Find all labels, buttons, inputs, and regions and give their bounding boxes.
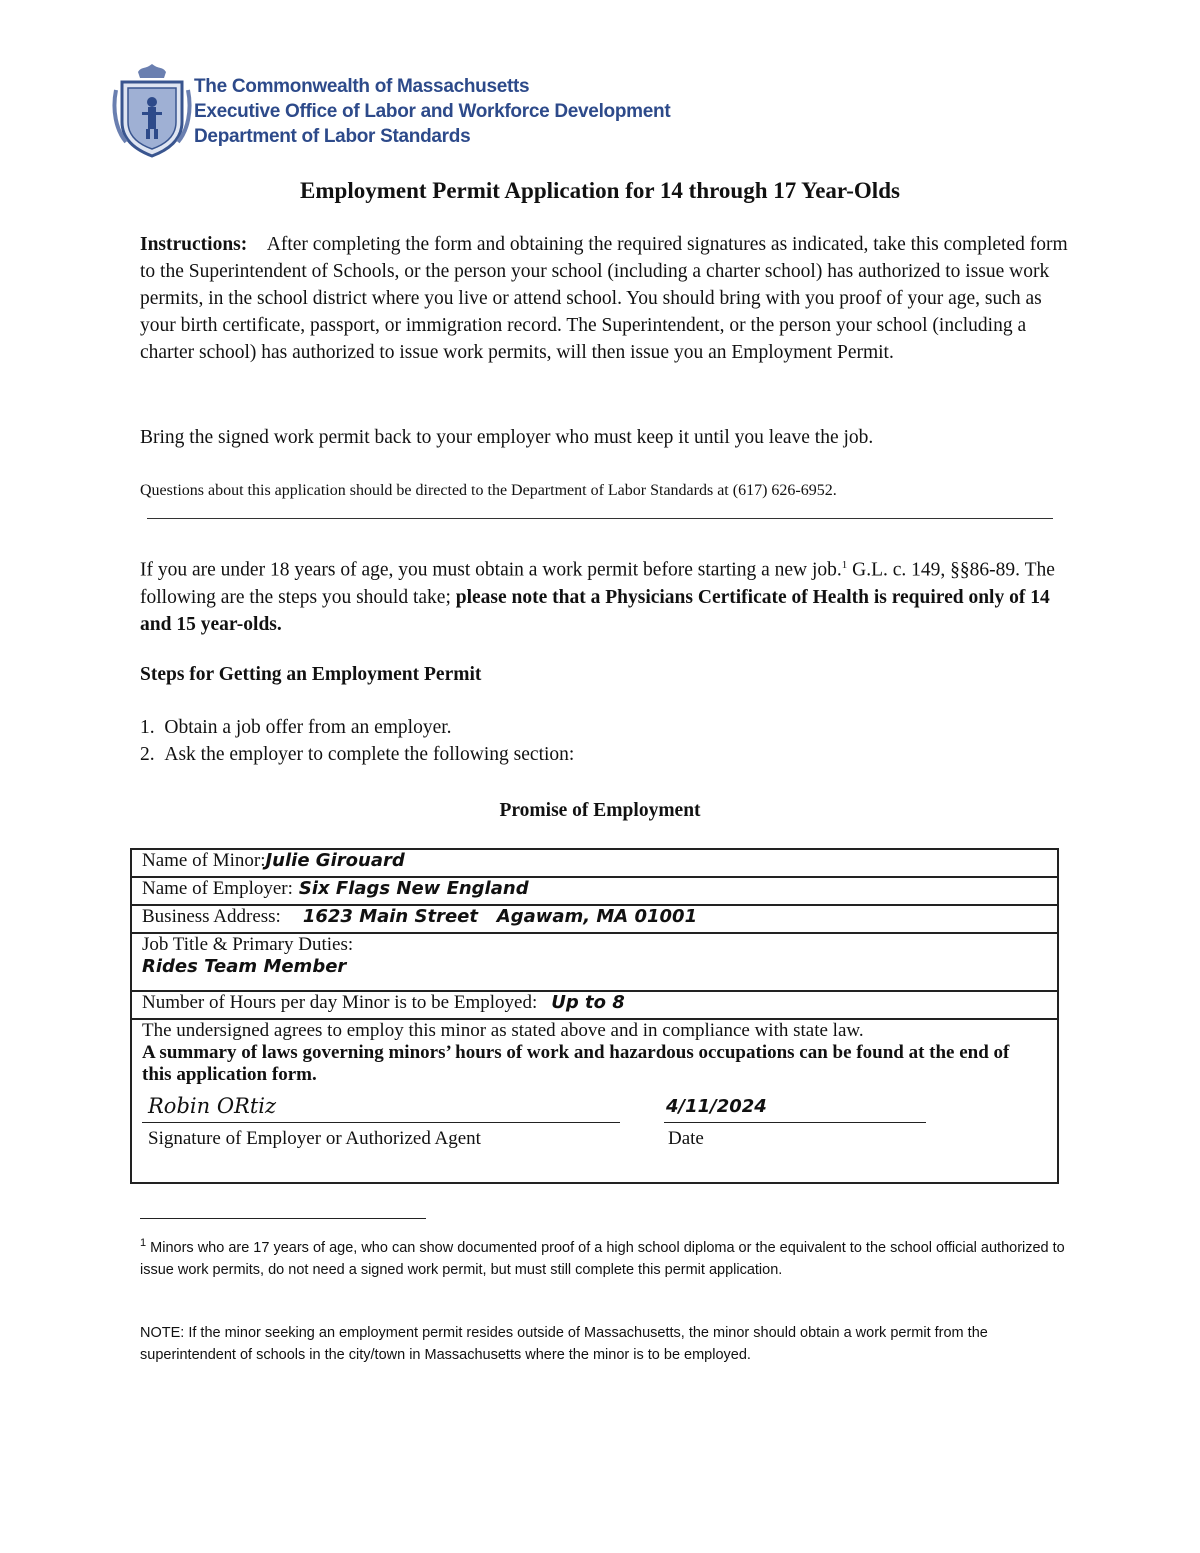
- job-title-field[interactable]: Rides Team Member: [142, 956, 347, 977]
- agency-line-1: The Commonwealth of Massachusetts: [194, 76, 530, 97]
- footnote-divider: [140, 1218, 426, 1219]
- minor-name-field[interactable]: Julie Girouard: [265, 850, 405, 871]
- hours-row: [131, 991, 1058, 1019]
- business-address-field[interactable]: 1623 Main Street Agawam, MA 01001: [302, 906, 698, 927]
- divider: [147, 518, 1053, 519]
- agency-header: [194, 74, 670, 149]
- promise-of-employment-form: [130, 848, 1059, 1184]
- date-field: 4/11/2024: [666, 1096, 767, 1117]
- questions-text: Questions about this application should be directed to the Department of Labor Standards at (617) 626-6952.: [140, 482, 837, 499]
- instructions-paragraph: [140, 231, 1075, 366]
- job-label: Job Title & Primary Duties:: [142, 934, 354, 955]
- footnote-body: Minors who are 17 years of age, who can show documented proof of a high school diploma or the equivalent to the school official authorized to issue work permits, do not need a signed work permit, but must still complete this permit application.: [140, 1239, 1065, 1278]
- footnote-mark: 1: [140, 1237, 147, 1249]
- minor-label: Name of Minor:: [142, 850, 266, 871]
- footnote-text: [140, 1232, 1070, 1281]
- hours-label: Number of Hours per day Minor is to be Employed:: [142, 992, 538, 1013]
- promise-heading: Promise of Employment: [499, 800, 701, 821]
- instructions-label: Instructions:: [140, 234, 248, 255]
- agreement-row: [131, 1019, 1058, 1183]
- address-row: [131, 905, 1058, 933]
- step-number: 2.: [140, 744, 155, 765]
- step-text: Ask the employer to complete the following section:: [164, 744, 575, 765]
- steps-heading: Steps for Getting an Employment Permit: [140, 664, 482, 685]
- agency-line-2: Executive Office of Labor and Workforce Development: [194, 101, 671, 122]
- step-item: [140, 744, 574, 766]
- job-row: [131, 933, 1058, 991]
- employer-name-field[interactable]: Six Flags New England: [298, 878, 529, 899]
- step-text: Obtain a job offer from an employer.: [164, 717, 452, 738]
- agreement-text: The undersigned agrees to employ this minor as stated above and in compliance with state law.: [142, 1020, 864, 1041]
- footnote-ref: 1: [841, 559, 848, 571]
- intro-part-2: G.L. c. 149, §§86-89. The following are the steps you should take;: [140, 559, 1055, 608]
- step-number: 1.: [140, 717, 155, 738]
- employer-label: Name of Employer:: [142, 878, 293, 899]
- massachusetts-seal-icon: [112, 60, 192, 158]
- employer-signature: Robin ORtiz: [148, 1094, 277, 1118]
- hours-field[interactable]: Up to 8: [551, 992, 625, 1013]
- signature-line[interactable]: [142, 1094, 620, 1123]
- address-label: Business Address:: [142, 906, 281, 927]
- agency-line-3: Department of Labor Standards: [194, 126, 471, 147]
- laws-summary-text: A summary of laws governing minors’ hours of work and hazardous occupations can be found at the end of this application form.: [142, 1042, 1010, 1085]
- employer-row: [131, 877, 1058, 905]
- signature-label: Signature of Employer or Authorized Agent: [148, 1128, 481, 1149]
- note-text: NOTE: If the minor seeking an employment permit resides outside of Massachusetts, the minor should obtain a work permit from the superintendent of schools in the city/town in Massachusetts where the minor is to be employed.: [140, 1325, 988, 1363]
- intro-bold: please note that a Physicians Certificate of Health is required only of 14 and 15 year-olds.: [140, 586, 1050, 635]
- minor-row: [131, 849, 1058, 877]
- intro-part-1: If you are under 18 years of age, you must obtain a work permit before starting a new job.: [140, 559, 842, 581]
- date-line[interactable]: [664, 1094, 926, 1123]
- step-item: [140, 717, 452, 739]
- signature-area: [142, 1086, 1043, 1166]
- intro-paragraph: [140, 552, 1075, 638]
- page-title: Employment Permit Application for 14 through 17 Year-Olds: [300, 178, 900, 203]
- date-label: Date: [668, 1128, 704, 1149]
- bring-back-text: Bring the signed work permit back to your employer who must keep it until you leave the job.: [140, 427, 874, 448]
- instructions-text: After completing the form and obtaining the required signatures as indicated, take this completed form to the Superintendent of Schools, or the person your school (including a charter school) has authorized to issue work permits, in the school district where you live or attend school. You should bring with you proof of your age, such as your birth certificate, passport, or immigration record. The Superintendent, or the person your school (including a charter school) has authorized to issue work permits, will then issue you an Employment Permit.: [140, 234, 1068, 363]
